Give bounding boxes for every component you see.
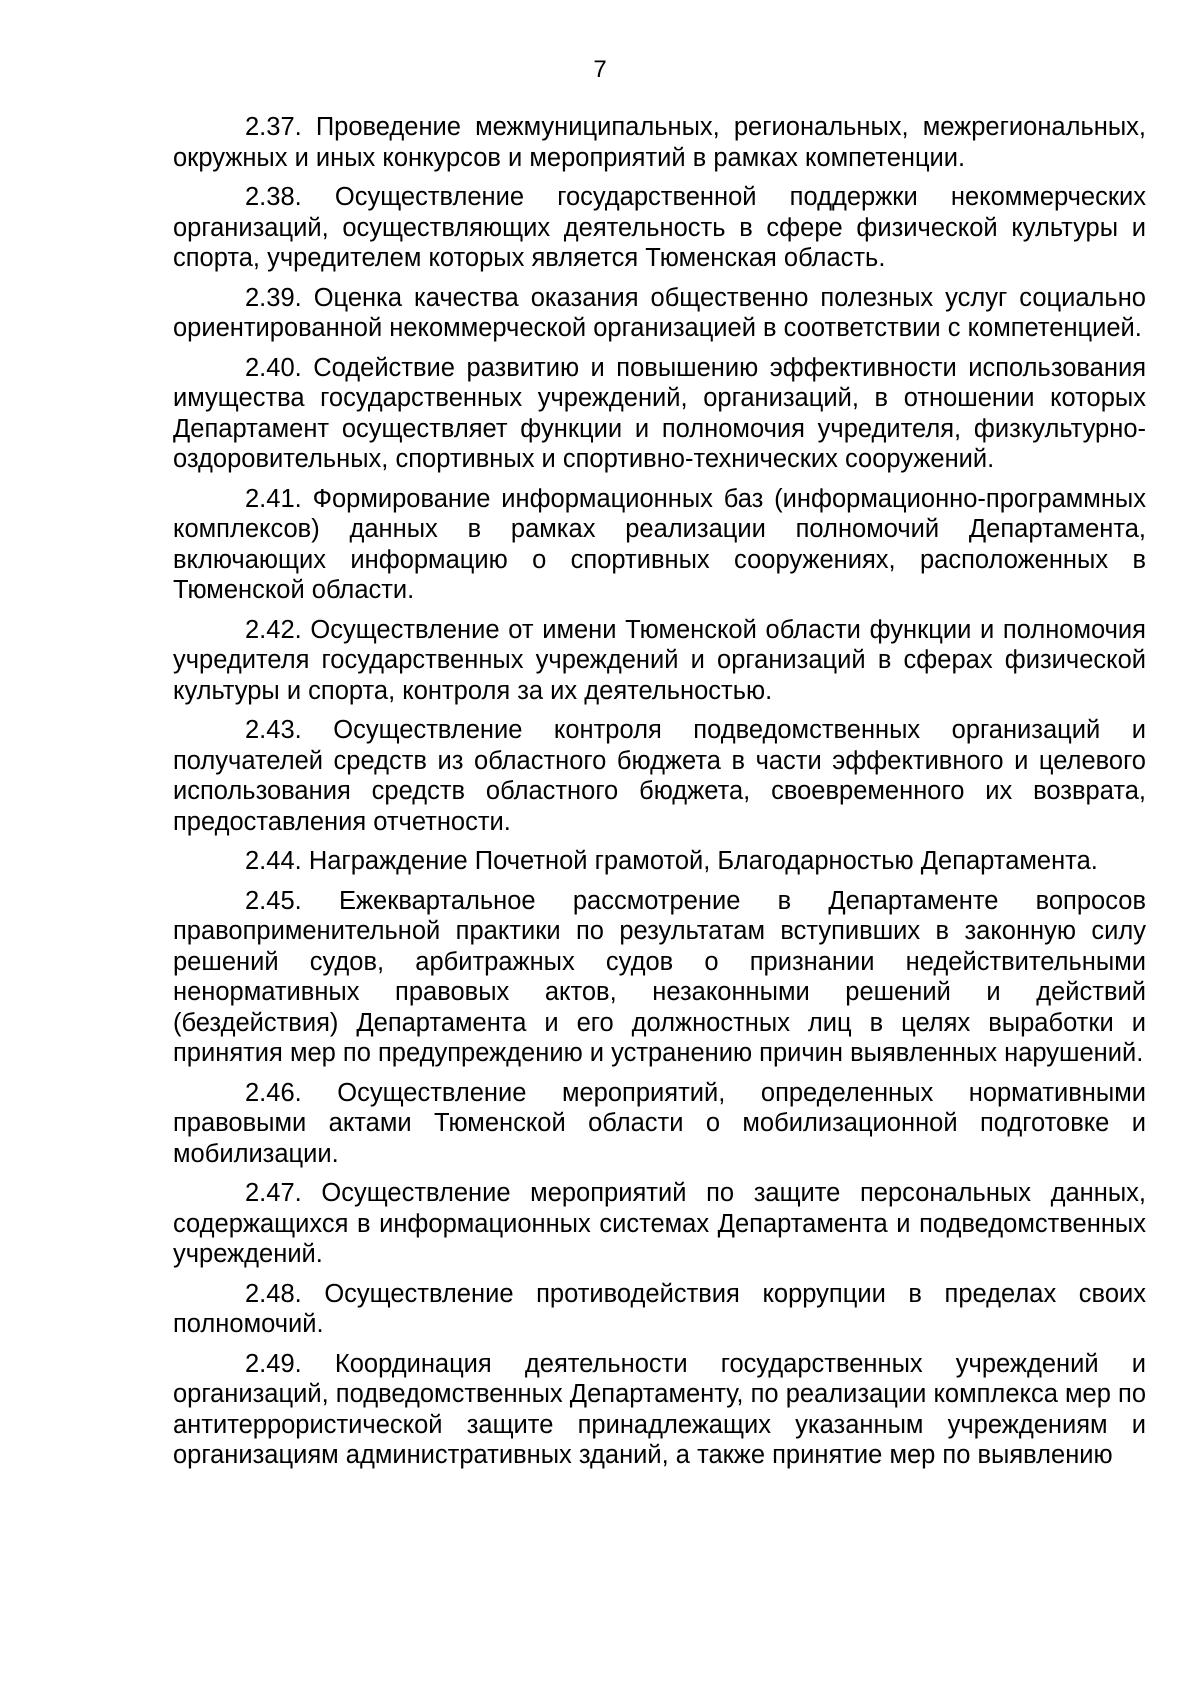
paragraph-2-48 (173, 1279, 1146, 1340)
document-body (173, 112, 1146, 1480)
paragraph-text: Награждение Почетной грамотой, Благодарностью Департамента. (308, 847, 1098, 875)
paragraph-text: Координация деятельности государственных учреждений и организаций, подведомственных Департаменту, по реализации комплекса мер по антитеррористической защите принадлежащих указанным учреждениям и организациям административных зданий, а также принятие мер по выявлению (173, 1349, 1146, 1469)
paragraph-text: Осуществление противодействия коррупции в пределах своих полномочий. (173, 1279, 1146, 1338)
paragraph-2-43 (173, 715, 1146, 837)
paragraph-2-44 (173, 846, 1146, 877)
paragraph-text: Содействие развитию и повышению эффективности использования имущества государственных учреждений, организаций, в отношении которых Департамент осуществляет функции и полномочия учредителя, физкультурно-оздоровительных, спортивных и спортивно-технических сооружений. (173, 353, 1146, 473)
paragraph-text: Формирование информационных баз (информационно-программных комплексов) данных в рамках реализации полномочий Департамента, включающих информацию о спортивных сооружениях, расположенных в Тюменской области. (173, 484, 1146, 604)
paragraph-text: Осуществление мероприятий, определенных нормативными правовыми актами Тюменской области о мобилизационной подготовке и мобилизации. (173, 1078, 1146, 1168)
paragraph-number: 2.44. (245, 847, 302, 875)
paragraph-number: 2.41. (245, 484, 302, 513)
paragraph-text: Осуществление государственной поддержки некоммерческих организаций, осуществляющих деятельность в сфере физической культуры и спорта, учредителем которых является Тюменская область. (173, 183, 1146, 272)
paragraph-2-38 (173, 182, 1146, 274)
paragraph-text: Осуществление мероприятий по защите персональных данных, содержащихся в информационных системах Департамента и подведомственных учреждений. (173, 1179, 1146, 1268)
paragraph-text: Проведение межмуниципальных, региональных, межрегиональных, окружных и иных конкурсов и мероприятий в рамках компетенции. (173, 113, 1146, 172)
paragraph-number: 2.46. (245, 1078, 302, 1107)
page-number: 7 (593, 56, 607, 83)
paragraph-2-40 (173, 353, 1146, 475)
paragraph-2-49 (173, 1349, 1146, 1471)
paragraph-text: Осуществление контроля подведомственных организаций и получателей средств из областного бюджета в части эффективного и целевого использования средств областного бюджета, своевременного их возврата, предоставления отчетности. (173, 716, 1147, 836)
paragraph-number: 2.48. (245, 1279, 302, 1308)
paragraph-number: 2.40. (245, 353, 302, 382)
paragraph-number: 2.38. (245, 183, 302, 211)
paragraph-2-45 (173, 886, 1146, 1069)
paragraph-number: 2.37. (245, 113, 302, 141)
paragraph-number: 2.39. (245, 283, 302, 312)
paragraph-number: 2.43. (245, 716, 302, 744)
paragraph-2-42 (173, 615, 1146, 707)
paragraph-2-41 (173, 484, 1146, 606)
paragraph-2-39 (173, 283, 1146, 344)
paragraph-text: Ежеквартальное рассмотрение в Департаменте вопросов правоприменительной практики по результатам вступивших в законную силу решений судов, арбитражных судов о признании недействительными ненормативных правовых актов, незаконными решений и действий (бездействия) Департамента и его должностных лиц в целях выработки и принятия мер по предупреждению и устранению причин выявленных нарушений. (173, 886, 1146, 1067)
paragraph-2-37 (173, 112, 1146, 173)
paragraph-text: Оценка качества оказания общественно полезных услуг социально ориентированной некоммерческой организацией в соответствии с компетенцией. (173, 283, 1146, 342)
paragraph-2-47 (173, 1178, 1146, 1270)
paragraph-number: 2.45. (245, 886, 302, 915)
paragraph-number: 2.49. (245, 1349, 302, 1378)
paragraph-2-46 (173, 1078, 1146, 1170)
paragraph-text: Осуществление от имени Тюменской области функции и полномочия учредителя государственных учреждений и организаций в сферах физической культуры и спорта, контроля за их деятельностью. (173, 615, 1146, 705)
paragraph-number: 2.47. (245, 1179, 302, 1207)
paragraph-number: 2.42. (245, 615, 302, 644)
